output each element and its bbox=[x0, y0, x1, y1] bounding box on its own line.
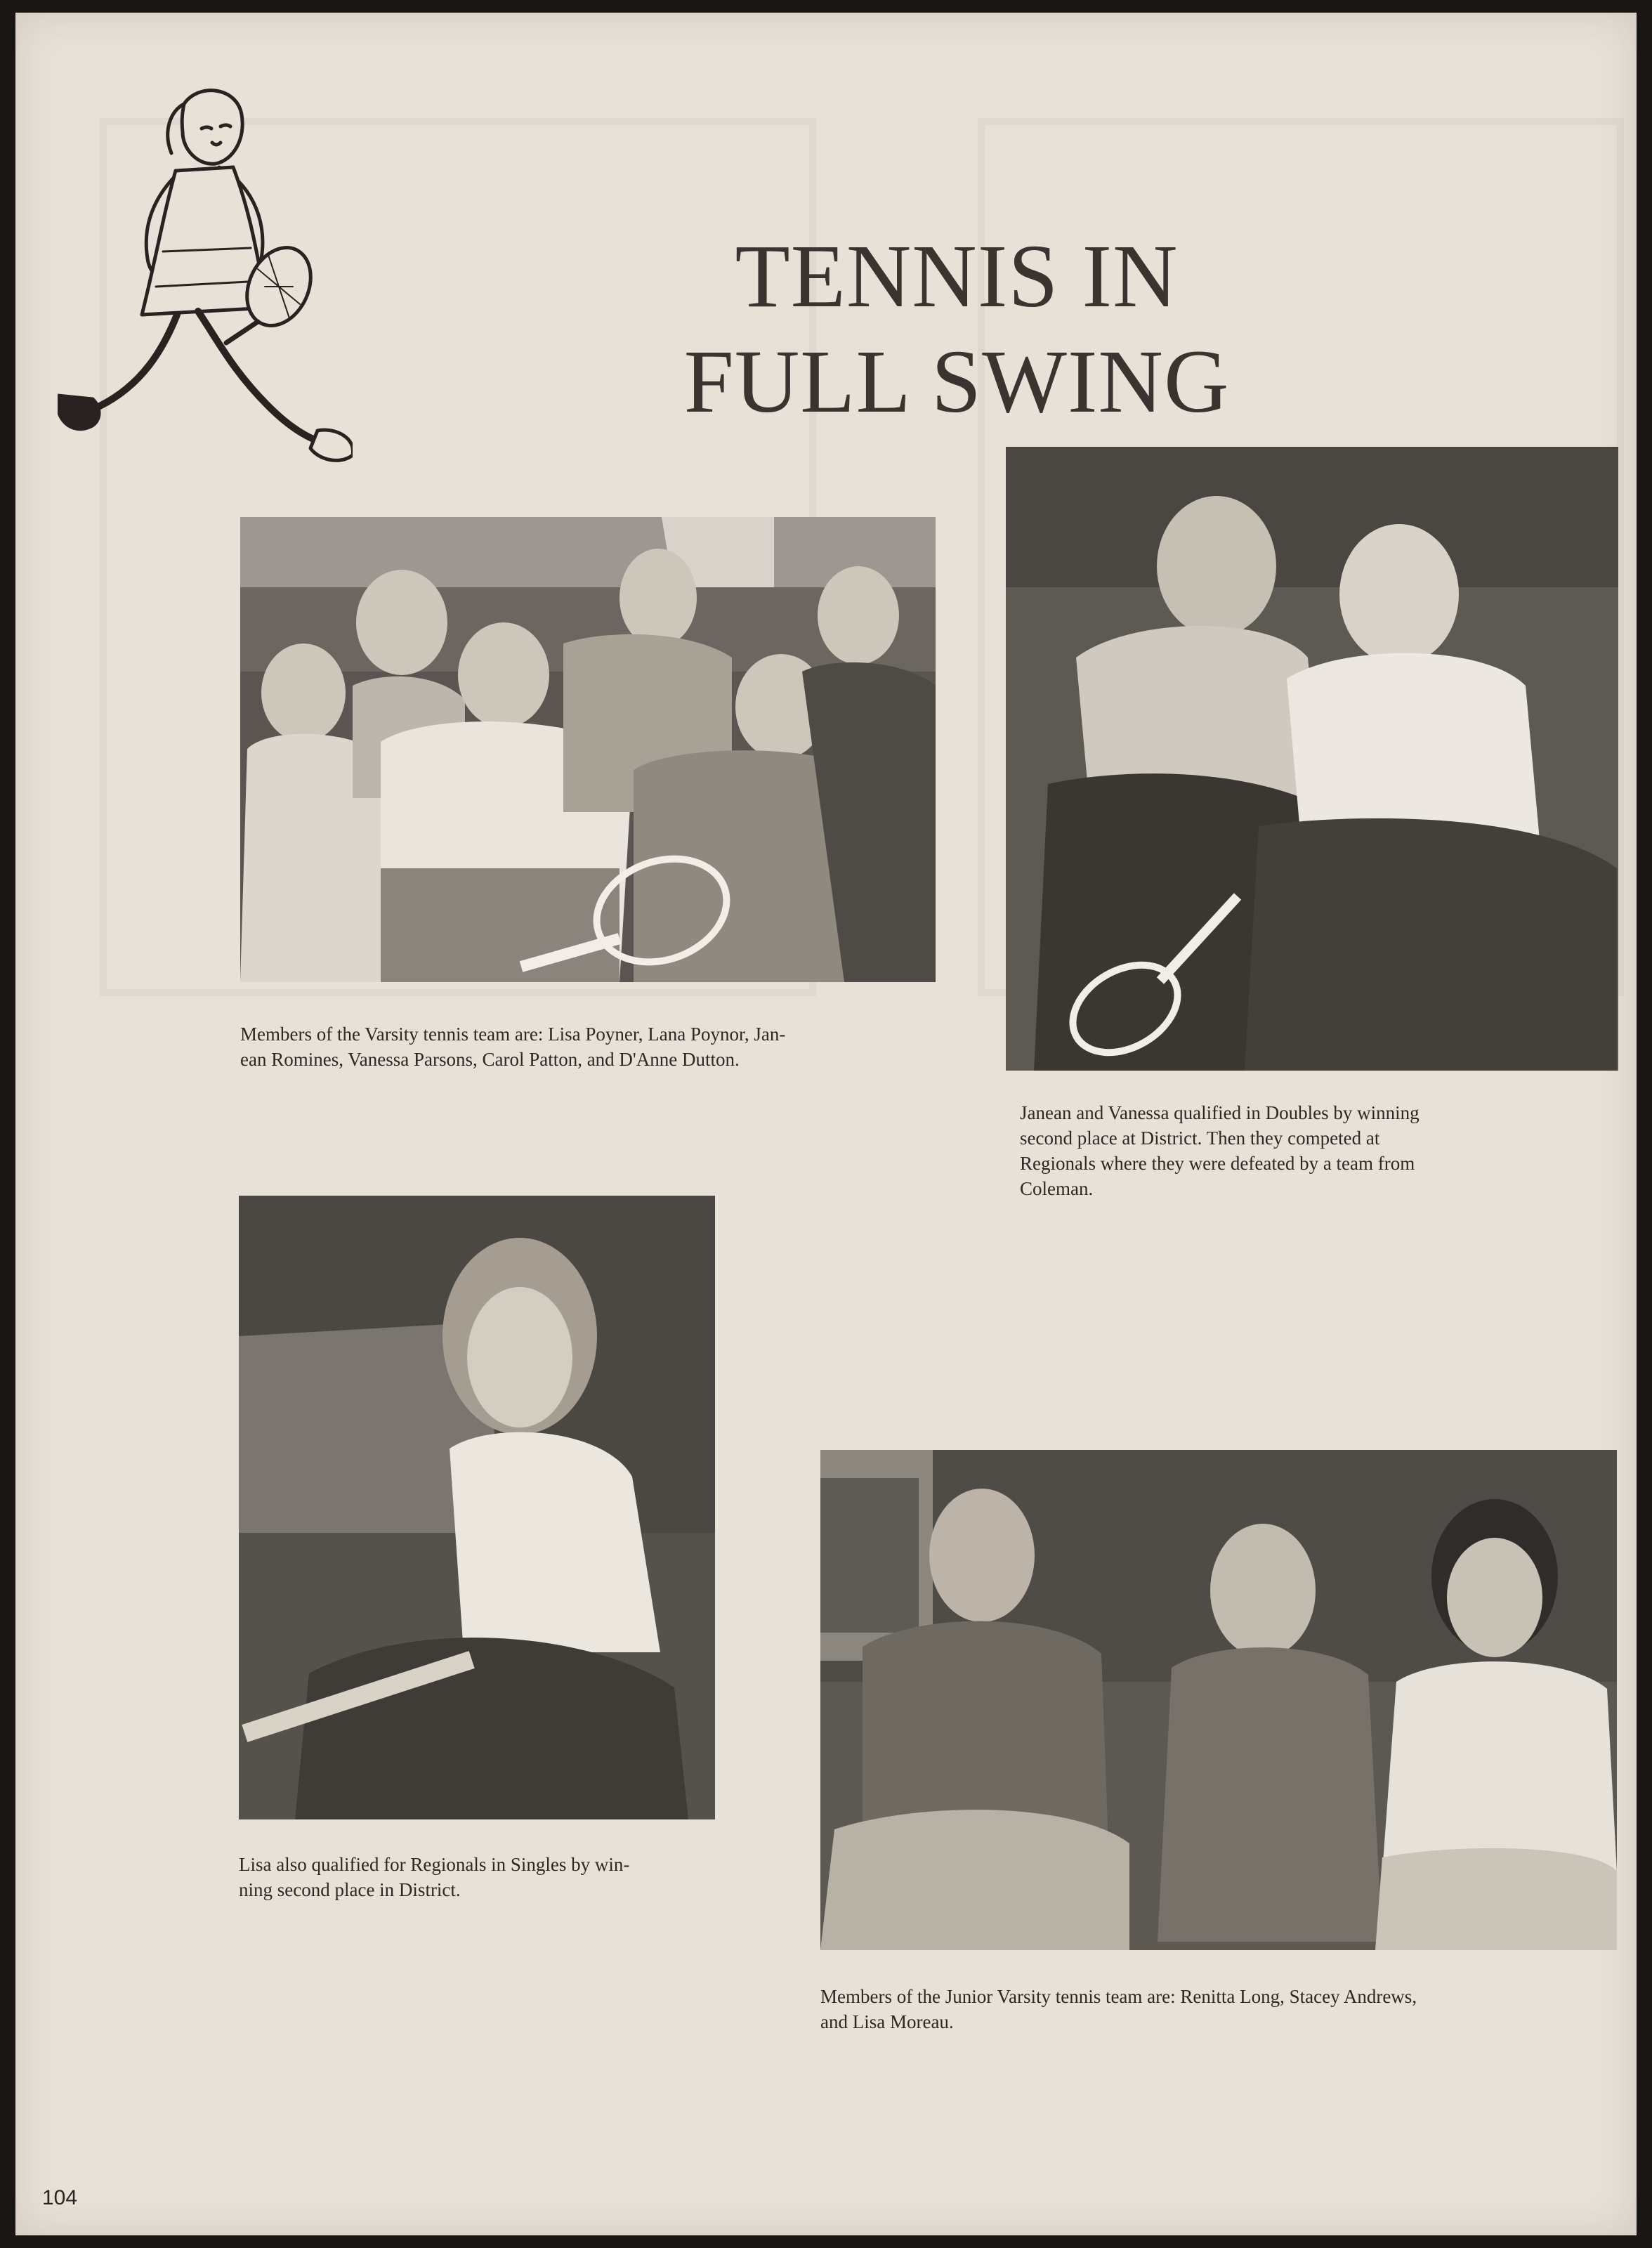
varsity-team-photo bbox=[240, 517, 936, 982]
varsity-caption-line-1: Members of the Varsity tennis team are: Lisa Poyner, Lana Poynor, Jan- bbox=[240, 1024, 786, 1045]
title-line-2: FULL SWING bbox=[683, 332, 1230, 431]
junior-varsity-caption-line-1: Members of the Junior Varsity tennis team are: Renitta Long, Stacey Andrews, bbox=[820, 1986, 1417, 2007]
page-title bbox=[648, 223, 1266, 434]
singles-caption bbox=[239, 1852, 730, 1902]
junior-varsity-caption bbox=[820, 1984, 1617, 2034]
singles-caption-line-1: Lisa also qualified for Regionals in Singles by win- bbox=[239, 1854, 630, 1875]
tennis-player-sketch-icon bbox=[58, 76, 353, 497]
singles-caption-line-2: ning second place in District. bbox=[239, 1879, 461, 1900]
yearbook-page bbox=[15, 13, 1637, 2235]
singles-player-photo bbox=[239, 1196, 715, 1819]
title-line-1: TENNIS IN bbox=[735, 226, 1179, 326]
doubles-caption-line-4: Coleman. bbox=[1020, 1178, 1094, 1199]
doubles-pair-photo bbox=[1006, 447, 1618, 1071]
doubles-pair-image bbox=[1006, 447, 1618, 1071]
varsity-team-image bbox=[240, 517, 936, 982]
page-number: 104 bbox=[42, 2186, 78, 2209]
singles-player-image bbox=[239, 1196, 715, 1819]
doubles-caption-line-3: Regionals where they were defeated by a team from bbox=[1020, 1153, 1415, 1174]
varsity-caption bbox=[240, 1021, 943, 1072]
junior-varsity-caption-line-2: and Lisa Moreau. bbox=[820, 2011, 954, 2032]
junior-varsity-photo bbox=[820, 1450, 1617, 1950]
doubles-caption-line-2: second place at District. Then they competed at bbox=[1020, 1128, 1380, 1149]
doubles-caption-line-1: Janean and Vanessa qualified in Doubles by winning bbox=[1020, 1102, 1420, 1123]
doubles-caption bbox=[1020, 1100, 1600, 1201]
junior-varsity-image bbox=[820, 1450, 1617, 1950]
varsity-caption-line-2: ean Romines, Vanessa Parsons, Carol Patton, and D'Anne Dutton. bbox=[240, 1049, 740, 1070]
